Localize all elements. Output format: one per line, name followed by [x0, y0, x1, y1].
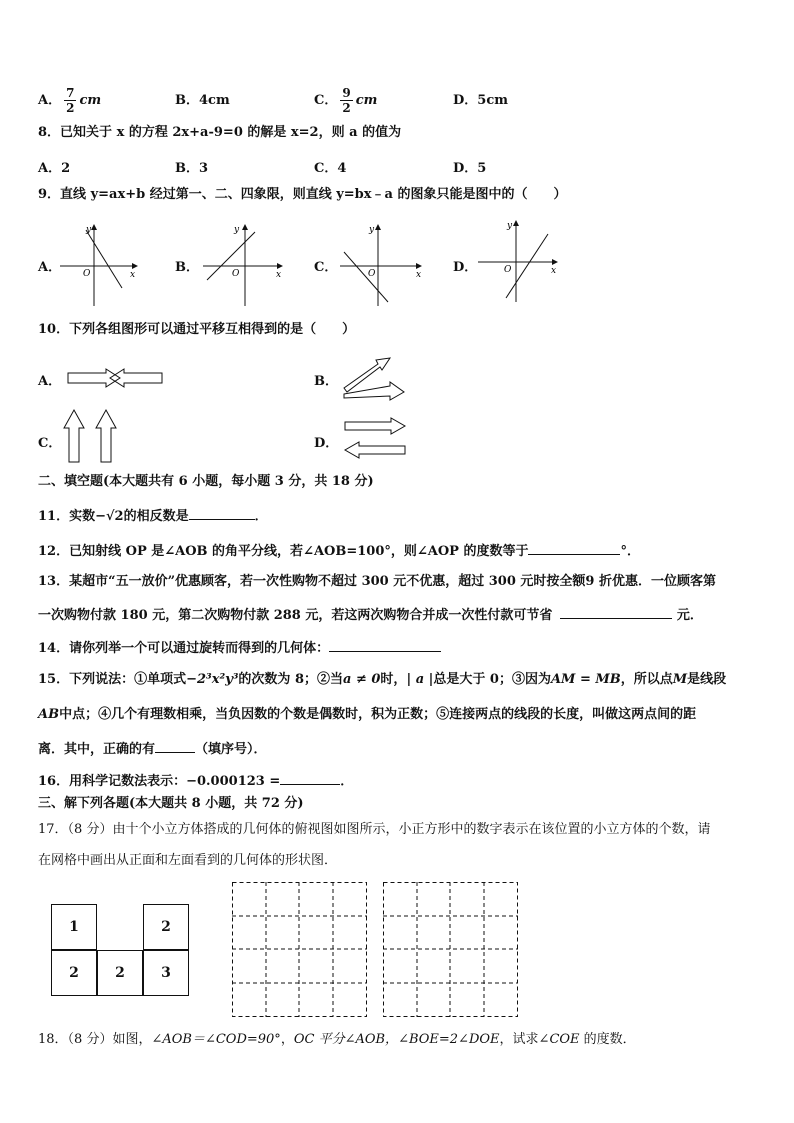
q11-answer-blank[interactable]	[189, 505, 255, 520]
q17-left-view-grid[interactable]	[383, 882, 519, 1018]
q8-option-c: C．4	[314, 161, 347, 176]
q10-stem: 10．下列各组图形可以通过平移互相得到的是（ ）	[38, 322, 356, 337]
q9-b-y-label: y	[234, 225, 240, 235]
q12-answer-blank[interactable]	[528, 540, 620, 555]
q9-c-y-label: y	[369, 225, 375, 235]
q9-c-x-label: x	[416, 270, 422, 280]
q7-option-c: C． $\frac{9}{2}$ cm	[314, 86, 378, 115]
q17-line-2: 在网格中画出从正面和左面看到的几何体的形状图．	[38, 853, 338, 868]
q17-top-view	[51, 904, 191, 996]
q15-answer-blank[interactable]	[155, 738, 195, 753]
q10-figure-a	[66, 368, 166, 388]
q10-figure-d	[343, 416, 409, 460]
top-view-cell: 2	[51, 950, 97, 996]
q9-d-origin: O	[504, 265, 512, 275]
q8-option-b: B．3	[175, 161, 209, 176]
q9-option-a: A．	[38, 260, 62, 275]
q9-b-x-label: x	[276, 270, 282, 280]
q7-option-a: A． $\frac{7}{2}$ cm	[38, 86, 102, 115]
top-view-cell: 1	[51, 904, 97, 950]
top-view-cell: 2	[97, 950, 143, 996]
q9-option-b: B．	[175, 260, 199, 275]
q10-figure-b	[340, 354, 410, 400]
q8-option-a: A．2	[38, 161, 71, 176]
top-view-cell: 3	[143, 950, 189, 996]
q9-a-x-label: x	[130, 270, 136, 280]
q13-line-1: 13．某超市“五一放价”优惠顾客，若一次性购物不超过 300 元不优惠，超过 300 元时按全额9 折优惠．一位顾客第	[38, 574, 716, 589]
section-2-heading: 二、填空题(本大题共有 6 小题，每小题 3 分，共 18 分)	[38, 474, 374, 489]
q9-option-d: D．	[453, 260, 478, 275]
q8-stem: 8．已知关于 x 的方程 2x+a-9=0 的解是 x=2，则 a 的值为	[38, 125, 402, 140]
q18: 18．（8 分）如图，∠AOB＝∠COD=90°，OC 平分∠AOB，∠BOE=2∠DOE，试求∠COE 的度数．	[38, 1032, 636, 1047]
section-3-heading: 三、解下列各题(本大题共 8 小题，共 72 分)	[38, 796, 304, 811]
q15-line-3: 离．其中，正确的有 （填序号）．	[38, 738, 267, 759]
q17-front-view-grid[interactable]	[232, 882, 368, 1018]
q9-c-origin: O	[368, 269, 376, 279]
q13-answer-blank[interactable]	[560, 604, 672, 619]
q10-figure-c	[62, 408, 122, 464]
q9-stem: 9．直线 y=ax+b 经过第一、二、四象限，则直线 y=bx﹣a 的图象只能是图中的（ ）	[38, 187, 567, 202]
q9-option-c: C．	[314, 260, 338, 275]
q9-b-origin: O	[232, 269, 240, 279]
q9-d-y-label: y	[507, 221, 513, 231]
top-view-cell: 2	[143, 904, 189, 950]
q10-option-c: C．	[38, 436, 62, 451]
q10-option-a: A．	[38, 374, 62, 389]
q13-line-2: 一次购物付款 180 元，第二次购物付款 288 元，若这两次购物合并成一次性付款可节省 元．	[38, 604, 703, 625]
q10-option-d: D．	[314, 436, 339, 451]
q15-line-2: AB中点；④几个有理数相乘，当负因数的个数是偶数时，积为正数；⑤连接两点的线段的长度，叫做这两点间的距	[38, 707, 697, 722]
q15-line-1: 15．下列说法：①单项式−2³x²y³的次数为 8；②当a ≠ 0时，| a |总是大于 0；③因为AM = MB，所以点M是线段	[38, 672, 727, 687]
q14-answer-blank[interactable]	[329, 637, 441, 652]
q16-answer-blank[interactable]	[280, 770, 340, 785]
q9-graph-b	[203, 222, 283, 306]
q9-d-x-label: x	[551, 266, 557, 276]
q10-option-b: B．	[314, 374, 338, 389]
q9-a-y-label: y	[86, 225, 92, 235]
q8-option-d: D．5	[453, 161, 487, 176]
q17-line-1: 17．（8 分）由十个小立方体搭成的几何体的俯视图如图所示，小正方形中的数字表示在该位置的小立方体的个数，请	[38, 822, 711, 837]
q7-option-d: D．5cm	[453, 93, 508, 108]
q9-graph-d	[478, 218, 558, 306]
q9-graph-a	[60, 222, 138, 306]
q14: 14．请你列举一个可以通过旋转而得到的几何体：	[38, 637, 441, 658]
q16: 16．用科学记数法表示：−0.000123 = ．	[38, 770, 353, 791]
q7-option-b: B．4cm	[175, 93, 230, 108]
q11: 11．实数−√2的相反数是 ．	[38, 505, 268, 526]
q12: 12．已知射线 OP 是∠AOB 的角平分线，若∠AOB=100°，则∠AOP 的度数等于 °．	[38, 540, 640, 561]
q9-a-origin: O	[83, 269, 91, 279]
q9-graph-c	[340, 222, 422, 306]
